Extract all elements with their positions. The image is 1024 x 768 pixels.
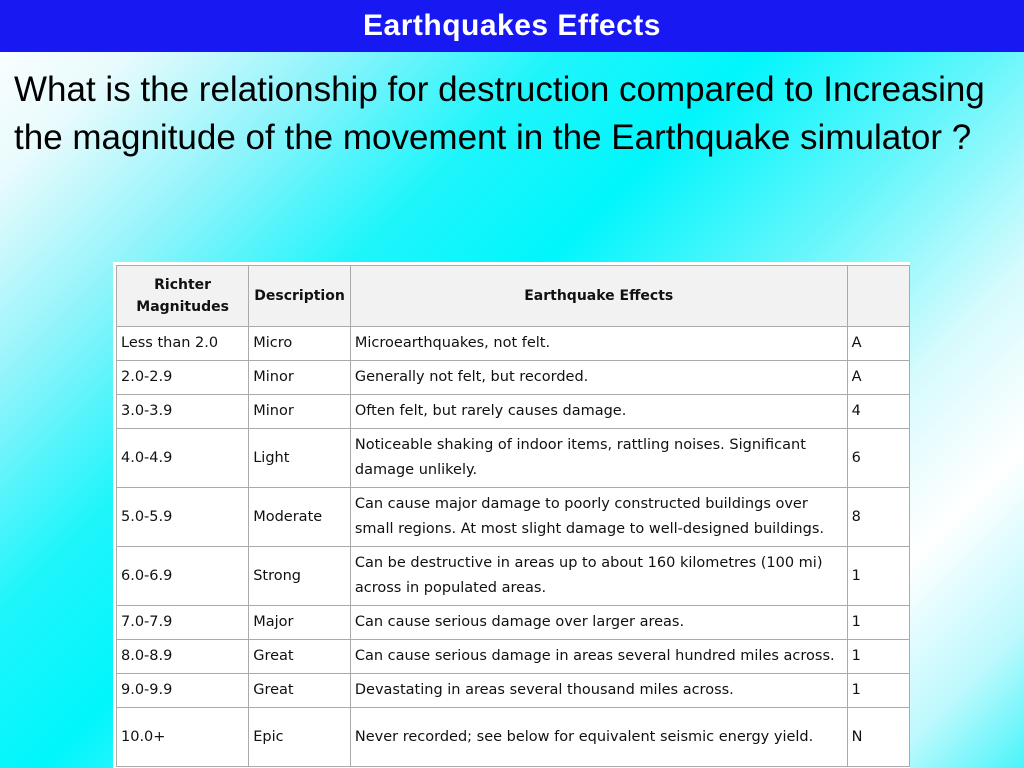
cell-effects: Can cause serious damage over larger areas. [350,606,847,640]
header-magnitudes: Richter Magnitudes [117,266,249,327]
cell-effects: Microearthquakes, not felt. [350,327,847,361]
table-row [117,488,910,547]
cell-description: Major [249,606,351,640]
cell-magnitude: 5.0-5.9 [117,488,249,547]
table-header-row [117,266,910,327]
table-row [117,708,910,767]
cell-effects: Generally not felt, but recorded. [350,361,847,395]
cell-description: Epic [249,708,351,767]
cell-effects: Devastating in areas several thousand miles across. [350,674,847,708]
cell-description: Light [249,429,351,488]
header-effects: Earthquake Effects [350,266,847,327]
header-extra [847,266,909,327]
cell-extra: N [847,708,909,767]
table-row [117,547,910,606]
cell-description: Strong [249,547,351,606]
table-row [117,327,910,361]
cell-magnitude: Less than 2.0 [117,327,249,361]
cell-effects: Noticeable shaking of indoor items, rattling noises. Significant damage unlikely. [350,429,847,488]
cell-extra: 1 [847,606,909,640]
cell-effects: Never recorded; see below for equivalent seismic energy yield. [350,708,847,767]
cell-magnitude: 3.0-3.9 [117,395,249,429]
cell-extra: 6 [847,429,909,488]
cell-extra: A [847,327,909,361]
cell-description: Minor [249,361,351,395]
table-row [117,606,910,640]
title-bar [0,0,1024,52]
cell-effects: Can cause serious damage in areas several hundred miles across. [350,640,847,674]
cell-description: Micro [249,327,351,361]
table-row [117,640,910,674]
cell-description: Great [249,674,351,708]
table-row [117,361,910,395]
cell-extra: 1 [847,640,909,674]
table-row [117,429,910,488]
cell-effects: Can cause major damage to poorly constructed buildings over small regions. At most slight damage to well-designed buildings. [350,488,847,547]
table-container [113,262,910,768]
slide-title: Earthquakes Effects [363,9,661,42]
cell-magnitude: 6.0-6.9 [117,547,249,606]
cell-extra: A [847,361,909,395]
cell-magnitude: 4.0-4.9 [117,429,249,488]
cell-magnitude: 9.0-9.9 [117,674,249,708]
table-row [117,674,910,708]
cell-magnitude: 2.0-2.9 [117,361,249,395]
cell-effects: Often felt, but rarely causes damage. [350,395,847,429]
cell-extra: 1 [847,674,909,708]
cell-extra: 1 [847,547,909,606]
cell-magnitude: 8.0-8.9 [117,640,249,674]
cell-extra: 4 [847,395,909,429]
cell-magnitude: 10.0+ [117,708,249,767]
question-text: What is the relationship for destruction compared to Increasing the magnitude of the movement in the Earthquake simulator ? [14,70,985,157]
cell-description: Great [249,640,351,674]
cell-magnitude: 7.0-7.9 [117,606,249,640]
cell-description: Moderate [249,488,351,547]
header-description: Description [249,266,351,327]
cell-description: Minor [249,395,351,429]
richter-table [116,265,910,767]
table-row [117,395,910,429]
cell-effects: Can be destructive in areas up to about 160 kilometres (100 mi) across in populated areas. [350,547,847,606]
cell-extra: 8 [847,488,909,547]
